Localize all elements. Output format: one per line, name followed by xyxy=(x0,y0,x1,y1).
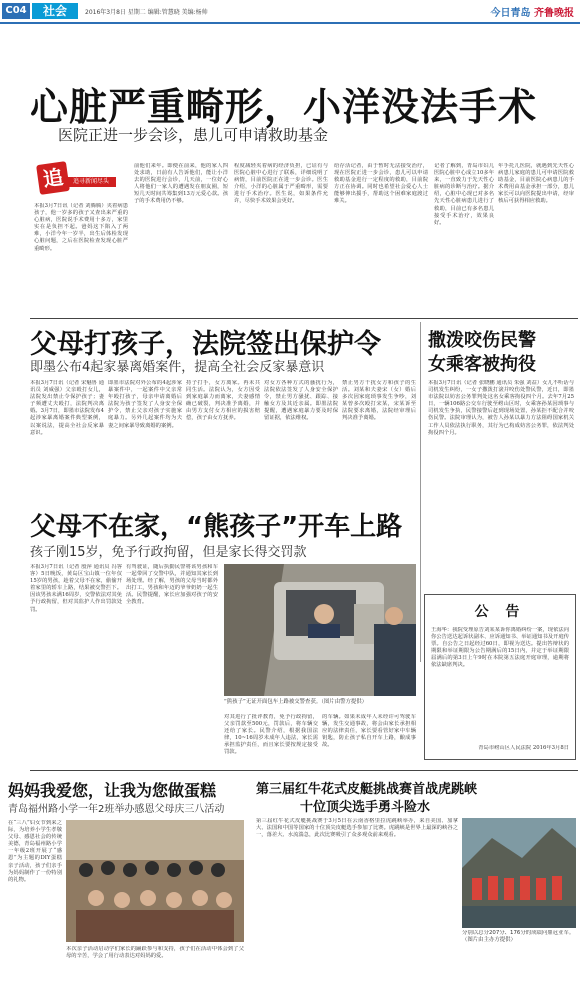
badge-mark: 追 xyxy=(36,161,70,195)
masthead-left: 今日青岛 xyxy=(490,8,531,19)
masthead-right: 齐鲁晚报 xyxy=(534,8,574,19)
bottom-right-caption: 分别以总分207分、176分的成绩问鼎冠亚军。（图片由主办方提供） xyxy=(462,930,575,943)
side-story-body: 本报3月7日讯（记者 张晓鹏 通讯员 朱强 刘益）女儿不听话与司机发生纠纷，一女子撒泼打滚并咬伤处警民警，近日，即墨市法院以妨害公务罪判处这名女乘客拘役四个月。去年7月25日，一辆106路公交车行驶至崂山区时，女乘客孙某因琐事与司机发生争执，民警接警后赶到现场处置，孙某拒不配合并咬伤民警。法院审理认为，被告人孙某以暴力方法阻碍国家机关工作人员依法执行职务，其行为已构成妨害公务罪，依法判处拘役四个月。 xyxy=(428,380,574,436)
car-scene-illustration xyxy=(224,564,416,696)
bottom-left-col-2: 本次亲子活动启动学们家长的踊跃参与和支持，孩子们在活动中体会到了父母的辛苦，学会了用行动表达对妈妈的爱。 xyxy=(66,946,244,960)
header-rule xyxy=(0,22,580,24)
bottom-left-headline: 妈妈我爱您，让我为您做蛋糕 xyxy=(8,781,217,800)
bottom-left-subheadline: 青岛福州路小学一年2班举办感恩父母庆三八活动 xyxy=(8,804,225,815)
bottom-right-headline-2: 十位顶尖选手勇斗险水 xyxy=(300,800,431,815)
lead-col-6: 年手托儿医院，就遇到先天性心病患儿家庭的患儿可申请医院救助基金，目前医院心病患儿的手术费用由基金承担一部分，患儿家长可以向医院提出申请，经审核后可获得相应救助。 xyxy=(498,163,574,205)
story2-headline: 父母打孩子，法院签出保护令 xyxy=(30,329,381,360)
notice-footer: 青岛市崂山区人民法院 2016年3月8日 xyxy=(478,745,569,751)
rule-1 xyxy=(30,318,578,319)
class-group-illustration xyxy=(66,820,244,942)
issue-meta: 2016年3月8日 星期二 编辑:管慧晓 美编:杨帅 xyxy=(85,9,208,16)
page-header xyxy=(0,0,580,22)
story2-col-5: 禁止男方干扰女方和孩子的生活。刘某和夫妻宋（女）婚后多次因家庭琐事发生争吵，刘某曾多次殴打宋某，宋某诉至法院要求离婚，法院经审理后判决准予离婚。 xyxy=(342,380,416,422)
rule-2 xyxy=(30,770,578,771)
lead-col-3: 程度减轻夹着病的经济负担，已证有与医院心脏中心进行了联系，详细说明了病情，目前医院正在进一步会诊。医生介绍，小洋的心脏属于严重畸形，需要进行手术治疗。医生说，如果条件允许，尽快手术效果会更好。 xyxy=(234,163,328,205)
story3-col-2: 有驾驶证，随后执勤民警将该男孩和车一起带回了交警中队，并通知其家长到场处理。经了解，男孩的父母当时都外出打工，男孩和年迈的爷爷奶奶一起生活。民警提醒，家长应加强对孩子的安全教育。 xyxy=(126,564,218,606)
bottom-right-photo xyxy=(462,818,576,928)
section-label: 社会 xyxy=(32,3,78,19)
story3-col-1: 本报3月7日讯（记者 殷萍 通讯员 冯客客）5日晚饭，黄岛区宝山镇一位年仅15岁的男孩，趁着父母不在家，偷偷开着家里的轿车上路，结果被交警拦下。因该男孩未满16周岁，交警依法对其免予行政拘留，但对其监护人作出罚款处罚。 xyxy=(30,564,122,613)
lead-col-2: 前他们来年。即便在前来，他的家人四处求助，日前有人告诉他们，能让小洋去的医院进行会诊，几天前，一位好心人将他们一家人的遭遇发在朋友圈，短短几天时间共筹集到13万元爱心款。孩子的手术费用仍不够。 xyxy=(134,163,228,205)
column-divider xyxy=(420,322,421,662)
notice-box xyxy=(424,594,576,760)
lead-col-5: 记者了解到，青岛市妇儿医院心脏中心成立10多年来，一直致力于先天性心脏病的诊断与治疗。据介绍，心脏中心现已对多名先天性心脏病患儿进行了救助，目前已有多名患儿接受手术治疗，效果良好。 xyxy=(434,163,494,226)
story3-col-4: 的车辆。如果未成年人未经许可驾驶车辆，发生交通事故，将会由家长承担相应的法律责任，家长要看管好家中车辆钥匙，防止孩子私自开车上路，酿成事故。 xyxy=(322,714,416,749)
story2-col-1: 本报3月7日讯（记者 宋魅鲁 通讯员 刘威强）父亲殴打女儿，法院发出禁止令保护孩子；妻子频遭丈夫殴打，法院判决离婚。3月7日，即墨市法院发布4起涉家暴离婚案件典型案例，以案说法，提高全社会反家暴意识。 xyxy=(30,380,104,436)
story2-col-2: 即墨市法院对外公布的4起涉家暴案件中，一起案件中父亲常年殴打孩子，母亲申请离婚后法院为孩子签发了人身安全保护令，禁止父亲对孩子实施家庭暴力。另外几起案件均为夫妻之间家暴导致离婚的案例。 xyxy=(108,380,182,429)
story2-col-3: 持子打手，女方离家。再未共同生活。法院认为，女方因受到家庭暴力而离家，夫妻感情确已破裂，判决准予离婚，并由男方支付女方相应的损害赔偿，孩子由女方抚养。 xyxy=(186,380,260,422)
side-headline-1: 撒泼咬伤民警 xyxy=(428,330,536,351)
lead-col-1: 本报3月7日讯（记者 刘腾腾）夹着病患孩子，他一岁多的孩子又查出来严重的心脏病，医院说手术费用十多万，家里实在是负担不起。爸妈这下陷入了两难，小洋今年一岁半，出生后体检发现心脏问题，之后在医院检查发现心脏严重畸形。 xyxy=(34,203,128,252)
masthead xyxy=(491,4,574,19)
badge-text: 追寻新闻尽头 xyxy=(66,177,116,187)
bottom-left-col-1: 在“三八”妇女节到来之际，为培养小学生孝敬父母、感恩社会的传统美德，青岛福州路小学一年级2班开展了“感恩”为主题的DIY蛋糕亲子活动，孩子们亲手为妈妈制作了一份特别的礼物。 xyxy=(8,820,62,883)
story3-col-3: 对其进行了批评教育，免予行政拘留，父亲罚款至500元，罚款后，将车辆交还给了家长。民警介绍，根据我国法律，10~16周岁未成年人违法，家长需承担监护责任，而且家长要按规定接受罚款。 xyxy=(224,714,318,756)
story2-col-4: 对女方各种方式的骚扰行为，法院依法签发了人身安全保护令，禁止男方骚扰、跟踪、接触女方及其近亲属。即墨法院提醒，遭遇家庭暴力要及时保留证据，依法维权。 xyxy=(264,380,338,422)
lead-headline: 心脏严重畸形，小洋没法手术 xyxy=(30,85,538,129)
notice-title: 公 告 xyxy=(474,604,526,620)
lead-subheadline: 医院正进一步会诊，患儿可申请救助基金 xyxy=(58,126,329,144)
lead-col-4: 给存活记者，由于暂时无法接受治疗，现在医院正进一步会诊，患儿可以申请救助基金进行一定程度的救助，目前院方正在协调。同时也希望社会爱心人士能够伸出援手，帮助这个困难家庭渡过难关。 xyxy=(334,163,428,205)
bottom-right-body: 第三届红牛花式皮艇挑战赛于3月5日在云南香格里拉虎跳峡举办，来自美国、加拿大、法国和中国等国家的十位顶尖皮艇选手参加了比赛。虎跳峡是世界上最深的峡谷之一，落差大、水流湍急，此次比赛吸引了众多观众前来观看。 xyxy=(256,818,458,839)
story3-photo xyxy=(224,564,416,696)
side-headline-2: 女乘客被拘役 xyxy=(428,354,536,375)
page-number: C04 xyxy=(2,3,30,19)
story3-subheadline: 孩子刚15岁，免予行政拘留，但是家长得交罚款 xyxy=(30,545,307,560)
kayak-team-illustration xyxy=(462,818,576,928)
bottom-left-photo xyxy=(66,820,244,942)
bottom-right-headline-1: 第三届红牛花式皮艇挑战赛首战虎跳峡 xyxy=(256,782,478,797)
notice-body: 王海华：我院受理原告刘某某诉你离婚纠纷一案，现依法向你公告送达起诉状副本、应诉通知书、举证通知书及开庭传票。自公告之日起经过60日，即视为送达。提出答辩状的期限和举证期限为公告期满后的15日内，并定于举证期限届满后的第3日上午9时在本院第五法庭开庭审理，逾期将依法缺席判决。 xyxy=(431,627,569,669)
column-badge xyxy=(38,163,109,203)
story3-headline: 父母不在家，“熊孩子”开车上路 xyxy=(30,512,403,542)
story3-photo-caption: “熊孩子”无证开面包车上路被交警查获。（图片由警方提供） xyxy=(224,699,368,705)
story2-subheadline: 即墨公布4起家暴离婚案件，提高全社会反家暴意识 xyxy=(30,360,325,375)
